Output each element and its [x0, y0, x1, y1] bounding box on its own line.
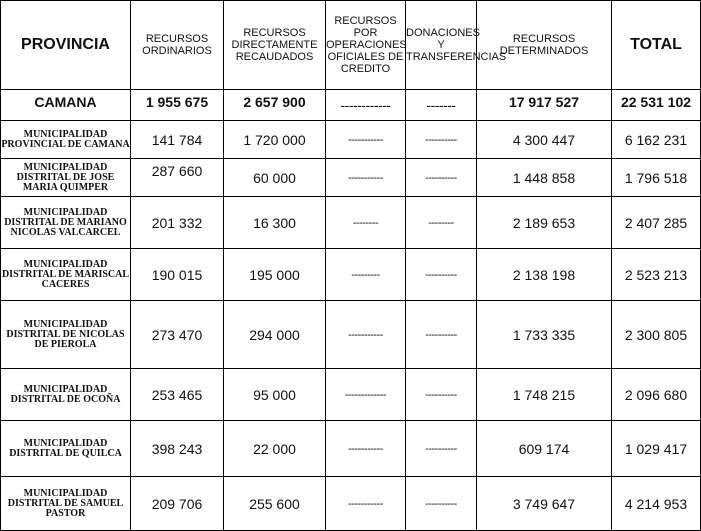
recursos-operaciones-credito-cell: ----------- — [326, 301, 406, 369]
municipality-name: MUNICIPALIDAD DISTRITAL DE QUILCA — [1, 421, 131, 477]
municipality-name: MUNICIPALIDAD DISTRITAL DE NICOLAS DE PIEROLA — [1, 301, 131, 369]
summary-recursos-determinados: 17 917 527 — [477, 90, 612, 121]
header-recursos-operaciones-credito: RECURSOS POR OPERACIONES OFICIALES DE CREDITO — [326, 1, 406, 90]
total-cell: 2 300 805 — [612, 301, 701, 369]
recursos-operaciones-credito-cell: ----------- — [326, 421, 406, 477]
header-recursos-directamente-recaudados: RECURSOS DIRECTAMENTE RECAUDADOS — [224, 1, 326, 90]
table-row — [1, 121, 701, 159]
recursos-operaciones-credito-cell: -------- — [326, 197, 406, 249]
summary-name: CAMANA — [1, 90, 131, 121]
summary-recursos-ordinarios: 1 955 675 — [131, 90, 224, 121]
table-row — [1, 249, 701, 301]
municipality-name: MUNICIPALIDAD DISTRITAL DE MARIANO NICOLAS VALCARCEL — [1, 197, 131, 249]
header-donaciones-transferencias: DONACIONES Y TRANSFERENCIAS — [406, 1, 477, 90]
recursos-ordinarios-cell: 273 470 — [131, 301, 224, 369]
recursos-ordinarios-cell: 190 015 — [131, 249, 224, 301]
summary-total: 22 531 102 — [612, 90, 701, 121]
municipality-name: MUNICIPALIDAD DISTRITAL DE JOSE MARIA QUIMPER — [1, 159, 131, 197]
header-provincia: PROVINCIA — [1, 1, 131, 90]
donaciones-transferencias-cell: ---------- — [406, 421, 477, 477]
recursos-ordinarios-cell: 141 784 — [131, 121, 224, 159]
table-row — [1, 369, 701, 421]
recursos-operaciones-credito-cell: ----------- — [326, 159, 406, 197]
municipality-name: MUNICIPALIDAD PROVINCIAL DE CAMANA — [1, 121, 131, 159]
donaciones-transferencias-cell: ---------- — [406, 249, 477, 301]
recursos-directamente-recaudados-cell: 60 000 — [224, 159, 326, 197]
recursos-determinados-cell: 2 138 198 — [477, 249, 612, 301]
header-row — [1, 1, 701, 90]
total-cell: 2 523 213 — [612, 249, 701, 301]
recursos-directamente-recaudados-cell: 22 000 — [224, 421, 326, 477]
donaciones-transferencias-cell: ---------- — [406, 477, 477, 531]
summary-recursos-operaciones-credito: ------------ — [326, 90, 406, 121]
donaciones-transferencias-cell: -------- — [406, 197, 477, 249]
recursos-determinados-cell: 1 733 335 — [477, 301, 612, 369]
summary-recursos-directamente-recaudados: 2 657 900 — [224, 90, 326, 121]
table-row — [1, 197, 701, 249]
total-cell: 1 796 518 — [612, 159, 701, 197]
recursos-ordinarios-cell: 209 706 — [131, 477, 224, 531]
table-row — [1, 421, 701, 477]
municipality-name: MUNICIPALIDAD DISTRITAL DE SAMUEL PASTOR — [1, 477, 131, 531]
donaciones-transferencias-cell: ---------- — [406, 369, 477, 421]
donaciones-transferencias-cell: ---------- — [406, 159, 477, 197]
recursos-determinados-cell: 1 748 215 — [477, 369, 612, 421]
header-recursos-determinados: RECURSOS DETERMINADOS — [477, 1, 612, 90]
donaciones-transferencias-cell: ---------- — [406, 121, 477, 159]
recursos-determinados-cell: 3 749 647 — [477, 477, 612, 531]
recursos-directamente-recaudados-cell: 1 720 000 — [224, 121, 326, 159]
recursos-directamente-recaudados-cell: 195 000 — [224, 249, 326, 301]
municipality-name: MUNICIPALIDAD DISTRITAL DE MARISCAL CACERES — [1, 249, 131, 301]
recursos-directamente-recaudados-cell: 95 000 — [224, 369, 326, 421]
recursos-determinados-cell: 2 189 653 — [477, 197, 612, 249]
donaciones-transferencias-cell: ---------- — [406, 301, 477, 369]
header-recursos-ordinarios: RECURSOS ORDINARIOS — [131, 1, 224, 90]
recursos-operaciones-credito-cell: ------------- — [326, 369, 406, 421]
recursos-ordinarios-cell: 287 660 — [131, 159, 224, 197]
summary-donaciones-transferencias: ------- — [406, 90, 477, 121]
header-total: TOTAL — [612, 1, 701, 90]
total-cell: 1 029 417 — [612, 421, 701, 477]
recursos-determinados-cell: 1 448 858 — [477, 159, 612, 197]
table-row — [1, 477, 701, 531]
total-cell: 6 162 231 — [612, 121, 701, 159]
municipality-name: MUNICIPALIDAD DISTRITAL DE OCOÑA — [1, 369, 131, 421]
total-cell: 4 214 953 — [612, 477, 701, 531]
total-cell: 2 096 680 — [612, 369, 701, 421]
recursos-determinados-cell: 4 300 447 — [477, 121, 612, 159]
recursos-ordinarios-cell: 201 332 — [131, 197, 224, 249]
recursos-ordinarios-cell: 398 243 — [131, 421, 224, 477]
table-row — [1, 301, 701, 369]
recursos-ordinarios-cell: 253 465 — [131, 369, 224, 421]
recursos-determinados-cell: 609 174 — [477, 421, 612, 477]
recursos-operaciones-credito-cell: ----------- — [326, 121, 406, 159]
table-row — [1, 159, 701, 197]
summary-row — [1, 90, 701, 121]
recursos-directamente-recaudados-cell: 16 300 — [224, 197, 326, 249]
recursos-directamente-recaudados-cell: 294 000 — [224, 301, 326, 369]
recursos-directamente-recaudados-cell: 255 600 — [224, 477, 326, 531]
recursos-operaciones-credito-cell: --------- — [326, 249, 406, 301]
total-cell: 2 407 285 — [612, 197, 701, 249]
recursos-operaciones-credito-cell: ----------- — [326, 477, 406, 531]
